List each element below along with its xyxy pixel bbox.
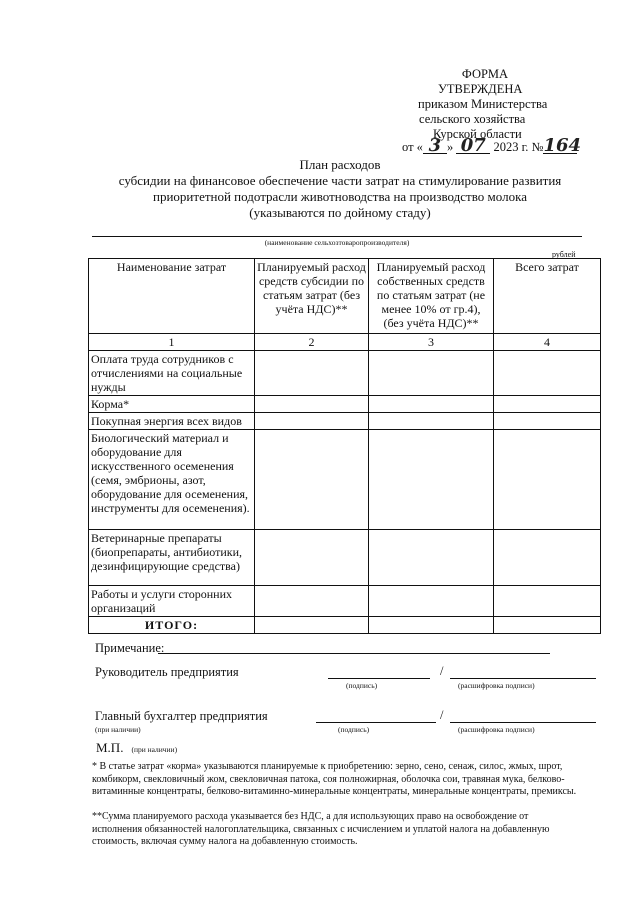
currency-label: рублей xyxy=(552,250,576,259)
approval-line-3: Курской области xyxy=(433,127,522,141)
approval-date-line xyxy=(402,135,582,156)
form-label: ФОРМА xyxy=(461,67,509,81)
stamp-label: М.П. xyxy=(96,740,124,755)
total-label: ИТОГО: xyxy=(89,617,255,634)
manager-label: Руководитель предприятия xyxy=(95,665,239,679)
cell-own-funds[interactable] xyxy=(369,413,494,430)
accountant-decode-caption: (расшифровка подписи) xyxy=(458,725,535,734)
title-line-4: (указываются по дойному стаду) xyxy=(249,205,431,220)
table-row xyxy=(89,530,601,586)
stamp-when: (при наличии) xyxy=(131,745,178,754)
cell-subsidy[interactable] xyxy=(255,396,369,413)
cell-total[interactable] xyxy=(494,396,601,413)
accountant-label: Главный бухгалтер предприятия xyxy=(95,709,268,723)
row-label: Биологический материал и оборудование для искусственного осеменения (семя, эмбрионы, азот, оборудование для осеменения, инструменты для осеменения). xyxy=(89,430,255,530)
cell-own-funds[interactable] xyxy=(369,586,494,617)
manager-signature-line[interactable] xyxy=(328,678,430,679)
table-row xyxy=(89,396,601,413)
date-mid: » xyxy=(446,140,454,154)
footnote-feed: * В статье затрат «корма» указываются планируемые к приобретению: зерно, сено, сенаж, силос, жмых, шрот, комбикорм, свекловичный жом, свекловичная патока, соя полножирная, оболочка сои, травяная мука, белково-витаминные концентраты, белково-витаминно-минеральные концентраты, минеральные концентраты, премиксы. xyxy=(92,761,577,797)
remark-line[interactable] xyxy=(158,653,550,654)
accountant-slash: / xyxy=(440,708,444,722)
manager-decode-caption: (расшифровка подписи) xyxy=(458,681,535,690)
row-label: Работы и услуги сторонних организаций xyxy=(89,586,255,617)
cell-own-funds[interactable] xyxy=(369,396,494,413)
col-number: 3 xyxy=(369,334,494,351)
approved-label: УТВЕРЖДЕНА xyxy=(438,82,523,96)
date-year: 2023 г. № xyxy=(493,140,544,154)
cell-subsidy[interactable] xyxy=(255,586,369,617)
expense-plan-table xyxy=(88,258,601,634)
cell-total[interactable] xyxy=(494,430,601,530)
producer-caption: (наименование сельхозтоваропроизводителя) xyxy=(264,238,410,247)
table-row xyxy=(89,351,601,396)
row-label: Покупная энергия всех видов xyxy=(89,413,255,430)
cell-own-funds[interactable] xyxy=(369,530,494,586)
cell-subsidy[interactable] xyxy=(255,413,369,430)
cell-own-funds[interactable] xyxy=(369,430,494,530)
table-row xyxy=(89,586,601,617)
accountant-sign-caption: (подпись) xyxy=(338,725,370,734)
cell-total[interactable] xyxy=(494,413,601,430)
row-label: Ветеринарные препараты (биопрепараты, антибиотики, дезинфицирующие средства) xyxy=(89,530,255,586)
col-number: 4 xyxy=(494,334,601,351)
table-row xyxy=(89,413,601,430)
accountant-signature-line[interactable] xyxy=(316,722,436,723)
header-total: Всего затрат xyxy=(494,259,601,334)
approval-line-2: сельского хозяйства xyxy=(419,112,526,126)
row-label: Корма* xyxy=(89,396,255,413)
cell-own-funds[interactable] xyxy=(369,351,494,396)
cell-total[interactable] xyxy=(494,530,601,586)
producer-name-line[interactable] xyxy=(92,236,582,237)
table-row xyxy=(89,430,601,530)
date-month: 07 xyxy=(456,139,490,154)
cell-subsidy[interactable] xyxy=(255,351,369,396)
table-header-row xyxy=(89,259,601,334)
accountant-when: (при наличии) xyxy=(95,725,141,734)
row-label: Оплата труда сотрудников с отчислениями на социальные нужды xyxy=(89,351,255,396)
footnote-vat: **Сумма планируемого расхода указывается без НДС, а для использующих право на освобождение от исполнения обязанностей налогоплательщика, связанных с исчислением и уплатой налога на добавленную стоимость, включая сумму налога на добавленную стоимость. xyxy=(92,811,550,847)
col-number: 1 xyxy=(89,334,255,351)
cell-subsidy-total[interactable] xyxy=(255,617,369,634)
date-day: 3 xyxy=(423,139,447,154)
cell-total[interactable] xyxy=(494,586,601,617)
title-line-2: субсидии на финансовое обеспечение части затрат на стимулирование развития xyxy=(118,173,562,188)
cell-subsidy[interactable] xyxy=(255,430,369,530)
manager-decode-line[interactable] xyxy=(450,678,596,679)
accountant-decode-line[interactable] xyxy=(450,722,596,723)
date-prefix: от « xyxy=(402,140,423,154)
title-line-3: приоритетной подотрасли животноводства на производство молока xyxy=(153,189,527,204)
title-line-1: План расходов xyxy=(299,157,381,172)
stamp-area xyxy=(96,739,177,757)
manager-slash: / xyxy=(440,664,444,678)
header-subsidy: Планируемый расход средств субсидии по статьям затрат (без учёта НДС)** xyxy=(255,259,369,334)
table-column-numbers xyxy=(89,334,601,351)
header-own-funds: Планируемый расход собственных средств по статьям затрат (не менее 10% от гр.4), (без учёта НДС)** xyxy=(369,259,494,334)
remark-label: Примечание: xyxy=(95,641,165,655)
cell-subsidy[interactable] xyxy=(255,530,369,586)
cell-total-total[interactable] xyxy=(494,617,601,634)
cell-own-funds-total[interactable] xyxy=(369,617,494,634)
table-total-row xyxy=(89,617,601,634)
cell-total[interactable] xyxy=(494,351,601,396)
header-cost-name: Наименование затрат xyxy=(89,259,255,334)
document-title xyxy=(60,157,620,221)
approval-line-1: приказом Министерства xyxy=(418,97,548,111)
manager-sign-caption: (подпись) xyxy=(346,681,378,690)
doc-number: 164 xyxy=(543,135,582,156)
col-number: 2 xyxy=(255,334,369,351)
